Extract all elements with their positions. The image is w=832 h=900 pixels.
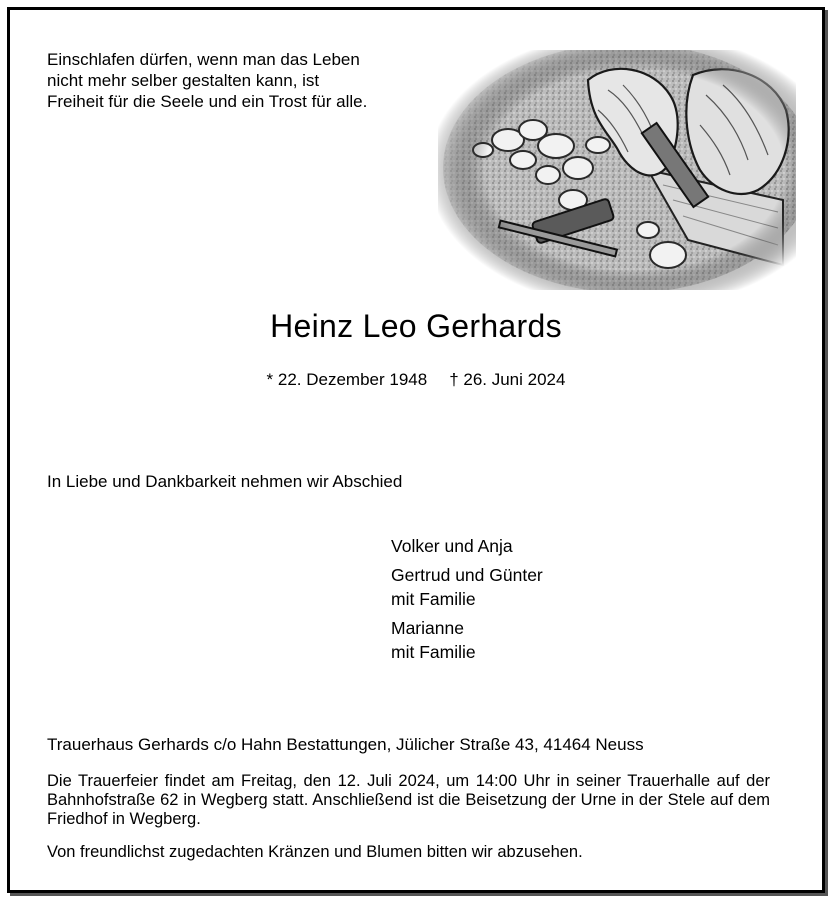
- death-date: † 26. Juni 2024: [449, 370, 566, 389]
- mourner-name: Volker und Anja: [391, 536, 513, 556]
- obituary-notice: [7, 7, 825, 893]
- quote-block: [47, 49, 437, 112]
- mourner-entry: [391, 534, 543, 558]
- closing-note: Von freundlichst zugedachten Kränzen und Blumen bitten wir abzusehen.: [47, 843, 583, 861]
- quote-line-1: Einschlafen dürfen, wenn man das Leben: [47, 50, 360, 69]
- birth-date: * 22. Dezember 1948: [266, 370, 428, 389]
- mourner-entry: [391, 563, 543, 611]
- mourner-entry: [391, 616, 543, 664]
- mourner-family: mit Familie: [391, 642, 476, 662]
- farewell-text: In Liebe und Dankbarkeit nehmen wir Abschied: [47, 472, 403, 491]
- mourning-house-address: Trauerhaus Gerhards c/o Hahn Bestattungen, Jülicher Straße 43, 41464 Neuss: [47, 735, 644, 754]
- mourner-name: Marianne: [391, 618, 464, 638]
- ceremony-details: Die Trauerfeier findet am Freitag, den 12. Juli 2024, um 14:00 Uhr in seiner Trauerhalle auf der Bahnhofstraße 62 in Wegberg statt. Anschließend ist die Beisetzung der Urne in der Stele auf dem Friedhof in Wegberg.: [47, 772, 770, 828]
- life-dates: [10, 370, 822, 390]
- mourners-list: [391, 534, 543, 669]
- mourner-family: mit Familie: [391, 589, 476, 609]
- hands-carving-wood-icon: [438, 50, 796, 290]
- deceased-name: Heinz Leo Gerhards: [270, 308, 562, 344]
- quote-line-2: nicht mehr selber gestalten kann, ist: [47, 71, 320, 90]
- quote-line-3: Freiheit für die Seele und ein Trost für alle.: [47, 92, 368, 111]
- mourner-name: Gertrud und Günter: [391, 565, 543, 585]
